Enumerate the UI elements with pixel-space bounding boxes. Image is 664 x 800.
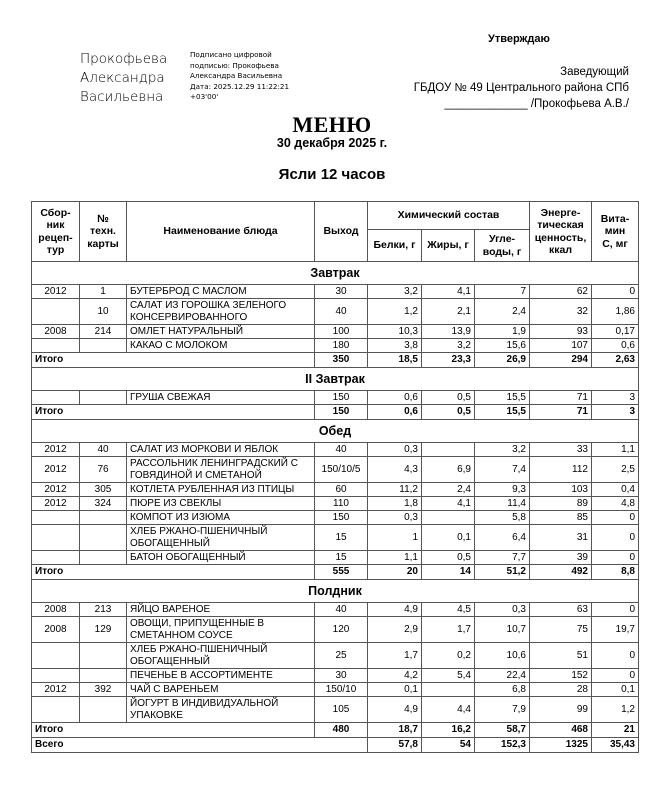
cell-fats: 13,9: [422, 325, 475, 339]
menu-table: [31, 201, 639, 753]
cell-energy: 152: [530, 669, 592, 683]
cell-carbs: 2,4: [475, 299, 530, 325]
section-header-row: [32, 580, 639, 603]
col-header-proteins: Белки, г: [368, 230, 422, 262]
header-line: рецеп-: [38, 231, 73, 244]
table-row: [32, 483, 639, 497]
cell-fats: 2,4: [422, 483, 475, 497]
cell-carbs: 11,4: [475, 497, 530, 511]
cell-name: КОТЛЕТА РУБЛЕННАЯ ИЗ ПТИЦЫ: [127, 483, 315, 497]
cell-proteins: 3,8: [368, 339, 422, 353]
table-row: [32, 683, 639, 697]
total-carbs: 58,7: [475, 723, 530, 738]
cell-carbs: 7,7: [475, 551, 530, 565]
cell-proteins: 0,6: [368, 391, 422, 405]
cell-collection: [32, 669, 80, 683]
cell-collection: [32, 511, 80, 525]
cell-output: 120: [315, 617, 368, 643]
cell-energy: 85: [530, 511, 592, 525]
signature-info-line: Подписано цифровой: [190, 50, 272, 59]
digital-signature-info: [190, 50, 289, 103]
cell-name: ХЛЕБ РЖАНО-ПШЕНИЧНЫЙ ОБОГАЩЕННЫЙ: [127, 525, 315, 551]
cell-name: КОМПОТ ИЗ ИЗЮМА: [127, 511, 315, 525]
total-label: Итого: [32, 565, 315, 580]
cell-card: [80, 669, 127, 683]
cell-output: 40: [315, 603, 368, 617]
header-line: №: [97, 212, 109, 225]
cell-carbs: 0,3: [475, 603, 530, 617]
total-proteins: 0,6: [368, 405, 422, 420]
cell-name: САЛАТ ИЗ ГОРОШКА ЗЕЛЕНОГО КОНСЕРВИРОВАННОГО: [127, 299, 315, 325]
cell-energy: 31: [530, 525, 592, 551]
cell-fats: [422, 511, 475, 525]
section-title: Полдник: [32, 580, 639, 603]
cell-vitamin-c: 0: [592, 551, 639, 565]
cell-energy: 112: [530, 457, 592, 483]
cell-output: 180: [315, 339, 368, 353]
table-row: [32, 457, 639, 483]
cell-card: [80, 551, 127, 565]
signature-info-line: подписью: Прокофьева: [190, 60, 279, 70]
cell-output: 150: [315, 511, 368, 525]
cell-name: ХЛЕБ РЖАНО-ПШЕНИЧНЫЙ ОБОГАЩЕННЫЙ: [127, 643, 315, 669]
cell-card: [80, 391, 127, 405]
cell-name: САЛАТ ИЗ МОРКОВИ И ЯБЛОК: [127, 443, 315, 457]
cell-name: БАТОН ОБОГАЩЕННЫЙ: [127, 551, 315, 565]
table-header: [32, 202, 639, 262]
cell-carbs: 7,9: [475, 697, 530, 723]
cell-fats: 5,4: [422, 669, 475, 683]
approval-position: Заведующий: [560, 66, 629, 78]
section-title: II Завтрак: [32, 368, 639, 391]
cell-carbs: 5,8: [475, 511, 530, 525]
total-energy: 71: [530, 405, 592, 420]
signature-info-line: Дата: 2025.12.29 11:22:21: [190, 81, 290, 91]
cell-carbs: 7,4: [475, 457, 530, 483]
cell-card: 214: [80, 325, 127, 339]
cell-energy: 89: [530, 497, 592, 511]
cell-output: 105: [315, 697, 368, 723]
total-energy: 468: [530, 723, 592, 738]
cell-vitamin-c: 0: [592, 603, 639, 617]
col-header-collection: [32, 202, 80, 262]
cell-proteins: 10,3: [368, 325, 422, 339]
cell-proteins: 4,3: [368, 457, 422, 483]
table-row: [32, 643, 639, 669]
total-proteins: 18,7: [368, 723, 422, 738]
cell-name: ГРУША СВЕЖАЯ: [127, 391, 315, 405]
cell-proteins: 0,3: [368, 511, 422, 525]
table-row: [32, 325, 639, 339]
page-title: МЕНЮ: [292, 112, 372, 137]
cell-fats: 4,1: [422, 497, 475, 511]
total-carbs: 51,2: [475, 565, 530, 580]
cell-proteins: 4,2: [368, 669, 422, 683]
approval-block: [414, 64, 629, 112]
cell-collection: [32, 299, 80, 325]
cell-fats: 0,1: [422, 525, 475, 551]
total-carbs: 15,5: [475, 405, 530, 420]
section-title: Обед: [32, 420, 639, 443]
section-header-row: [32, 368, 639, 391]
cell-output: 40: [315, 299, 368, 325]
header-line: воды, г: [482, 245, 522, 258]
cell-energy: 107: [530, 339, 592, 353]
cell-card: 1: [80, 285, 127, 299]
cell-energy: 103: [530, 483, 592, 497]
header-line: ценность,: [534, 231, 587, 244]
cell-carbs: 6,4: [475, 525, 530, 551]
cell-card: [80, 525, 127, 551]
cell-output: 15: [315, 525, 368, 551]
cell-fats: 1,7: [422, 617, 475, 643]
total-output: 350: [315, 353, 368, 368]
signer-name-line: Александра: [80, 70, 165, 86]
total-label: Итого: [32, 353, 315, 368]
cell-proteins: 1: [368, 525, 422, 551]
cell-collection: 2008: [32, 325, 80, 339]
total-energy: 294: [530, 353, 592, 368]
cell-name: ЧАЙ С ВАРЕНЬЕМ: [127, 683, 315, 697]
cell-fats: 3,2: [422, 339, 475, 353]
cell-proteins: 4,9: [368, 697, 422, 723]
cell-vitamin-c: 4,8: [592, 497, 639, 511]
total-proteins: 18,5: [368, 353, 422, 368]
cell-name: ПЮРЕ ИЗ СВЕКЛЫ: [127, 497, 315, 511]
total-row: [32, 565, 639, 580]
cell-collection: 2012: [32, 443, 80, 457]
cell-output: 25: [315, 643, 368, 669]
total-row: [32, 723, 639, 738]
table-row: [32, 551, 639, 565]
cell-energy: 93: [530, 325, 592, 339]
cell-carbs: 22,4: [475, 669, 530, 683]
header-line: тур: [46, 244, 65, 256]
approval-organization: ГБДОУ № 49 Центрального района СПб: [413, 82, 629, 94]
cell-collection: [32, 551, 80, 565]
cell-fats: 0,5: [422, 551, 475, 565]
total-vitamin-c: 21: [592, 723, 639, 738]
cell-vitamin-c: 1,1: [592, 443, 639, 457]
header-line: ккал: [548, 244, 573, 256]
cell-proteins: 11,2: [368, 483, 422, 497]
cell-vitamin-c: 0: [592, 669, 639, 683]
cell-fats: 4,1: [422, 285, 475, 299]
cell-card: 76: [80, 457, 127, 483]
table-row: [32, 697, 639, 723]
total-fats: 14: [422, 565, 475, 580]
cell-vitamin-c: 0: [592, 643, 639, 669]
signer-name-line: Прокофьева: [80, 51, 168, 67]
cell-vitamin-c: 2,5: [592, 457, 639, 483]
header-line: карты: [87, 237, 119, 250]
section-header-row: [32, 420, 639, 443]
cell-collection: 2012: [32, 683, 80, 697]
cell-energy: 71: [530, 391, 592, 405]
col-header-vitamin-c: [592, 202, 639, 262]
cell-output: 150: [315, 391, 368, 405]
cell-carbs: 9,3: [475, 483, 530, 497]
cell-card: 305: [80, 483, 127, 497]
cell-card: [80, 339, 127, 353]
cell-carbs: 10,6: [475, 643, 530, 669]
header-line: С, мг: [602, 237, 628, 250]
table-row: [32, 299, 639, 325]
cell-output: 150/10/5: [315, 457, 368, 483]
menu-group: Ясли 12 часов: [278, 166, 386, 183]
cell-proteins: 0,3: [368, 443, 422, 457]
col-header-carbs: [475, 230, 530, 262]
cell-output: 110: [315, 497, 368, 511]
cell-fats: [422, 443, 475, 457]
cell-card: 324: [80, 497, 127, 511]
cell-energy: 62: [530, 285, 592, 299]
total-row: [32, 353, 639, 368]
cell-energy: 75: [530, 617, 592, 643]
total-vitamin-c: 8,8: [592, 565, 639, 580]
cell-card: [80, 697, 127, 723]
grand-total-carbs: 152,3: [475, 738, 530, 753]
total-output: 555: [315, 565, 368, 580]
cell-vitamin-c: 0,6: [592, 339, 639, 353]
cell-card: 10: [80, 299, 127, 325]
cell-vitamin-c: 0: [592, 285, 639, 299]
total-row: [32, 405, 639, 420]
cell-collection: [32, 525, 80, 551]
header-line: техн.: [90, 225, 116, 238]
grand-total-energy: 1325: [530, 738, 592, 753]
grand-total-fats: 54: [422, 738, 475, 753]
cell-carbs: 1,9: [475, 325, 530, 339]
grand-total-row: [32, 738, 639, 753]
header-line: Вита-: [600, 212, 630, 225]
total-carbs: 26,9: [475, 353, 530, 368]
cell-name: ЙОГУРТ В ИНДИВИДУАЛЬНОЙ УПАКОВКЕ: [127, 697, 315, 723]
cell-proteins: 1,7: [368, 643, 422, 669]
total-fats: 0,5: [422, 405, 475, 420]
cell-proteins: 0,1: [368, 683, 422, 697]
signature-info-line: Александра Васильевна: [190, 71, 283, 80]
cell-energy: 33: [530, 443, 592, 457]
cell-collection: [32, 339, 80, 353]
cell-vitamin-c: 1,86: [592, 299, 639, 325]
cell-collection: 2012: [32, 457, 80, 483]
cell-carbs: 15,6: [475, 339, 530, 353]
col-header-output: Выход: [315, 202, 368, 262]
cell-name: ПЕЧЕНЬЕ В АССОРТИМЕНТЕ: [127, 669, 315, 683]
menu-date: 30 декабря 2025 г.: [276, 136, 388, 150]
cell-vitamin-c: 0: [592, 525, 639, 551]
total-label: Итого: [32, 723, 315, 738]
approval-signature-line: _____________ /Прокофьева А.В./: [444, 98, 629, 110]
signer-name: [80, 50, 167, 107]
cell-energy: 32: [530, 299, 592, 325]
header-line: тическая: [537, 219, 584, 231]
cell-proteins: 1,8: [368, 497, 422, 511]
cell-card: [80, 511, 127, 525]
cell-carbs: 7: [475, 285, 530, 299]
total-label: Итого: [32, 405, 315, 420]
header-line: ник: [46, 219, 65, 231]
cell-vitamin-c: 1,2: [592, 697, 639, 723]
cell-proteins: 3,2: [368, 285, 422, 299]
total-energy: 492: [530, 565, 592, 580]
cell-card: 392: [80, 683, 127, 697]
cell-collection: 2008: [32, 603, 80, 617]
cell-energy: 99: [530, 697, 592, 723]
approval-title: Утверждаю: [488, 33, 550, 45]
cell-output: 30: [315, 285, 368, 299]
cell-output: 40: [315, 443, 368, 457]
cell-output: 100: [315, 325, 368, 339]
cell-proteins: 1,1: [368, 551, 422, 565]
cell-name: ОМЛЕТ НАТУРАЛЬНЫЙ: [127, 325, 315, 339]
col-header-dish-name: Наименование блюда: [127, 202, 315, 262]
cell-energy: 28: [530, 683, 592, 697]
col-header-fats: Жиры, г: [422, 230, 475, 262]
table-row: [32, 511, 639, 525]
cell-card: 213: [80, 603, 127, 617]
total-output: 480: [315, 723, 368, 738]
cell-card: [80, 643, 127, 669]
table-row: [32, 497, 639, 511]
col-header-energy: [530, 202, 592, 262]
cell-collection: 2012: [32, 497, 80, 511]
grand-total-vitamin-c: 35,43: [592, 738, 639, 753]
cell-energy: 63: [530, 603, 592, 617]
total-fats: 23,3: [422, 353, 475, 368]
cell-fats: 2,1: [422, 299, 475, 325]
cell-card: 40: [80, 443, 127, 457]
col-header-chemical: Химический состав: [368, 202, 530, 230]
cell-vitamin-c: 0: [592, 511, 639, 525]
cell-name: КАКАО С МОЛОКОМ: [127, 339, 315, 353]
cell-collection: 2012: [32, 285, 80, 299]
header-line: Сбор-: [40, 206, 71, 219]
cell-proteins: 1,2: [368, 299, 422, 325]
cell-carbs: 3,2: [475, 443, 530, 457]
cell-fats: 4,4: [422, 697, 475, 723]
cell-vitamin-c: 3: [592, 391, 639, 405]
table-row: [32, 285, 639, 299]
total-vitamin-c: 3: [592, 405, 639, 420]
cell-output: 15: [315, 551, 368, 565]
cell-fats: [422, 683, 475, 697]
header-line: Энерге-: [540, 206, 581, 219]
cell-collection: 2008: [32, 617, 80, 643]
section-header-row: [32, 262, 639, 285]
cell-vitamin-c: 19,7: [592, 617, 639, 643]
cell-collection: 2012: [32, 483, 80, 497]
table-row: [32, 617, 639, 643]
cell-carbs: 6,8: [475, 683, 530, 697]
signer-name-line: Васильевна: [80, 89, 164, 105]
cell-proteins: 4,9: [368, 603, 422, 617]
section-title: Завтрак: [32, 262, 639, 285]
cell-name: ОВОЩИ, ПРИПУЩЕННЫЕ В СМЕТАННОМ СОУСЕ: [127, 617, 315, 643]
cell-name: БУТЕРБРОД С МАСЛОМ: [127, 285, 315, 299]
cell-proteins: 2,9: [368, 617, 422, 643]
total-output: 150: [315, 405, 368, 420]
cell-collection: [32, 697, 80, 723]
table-row: [32, 603, 639, 617]
cell-collection: [32, 391, 80, 405]
grand-total-label: Всего: [32, 738, 368, 753]
cell-vitamin-c: 0,17: [592, 325, 639, 339]
cell-card: 129: [80, 617, 127, 643]
table-row: [32, 339, 639, 353]
cell-energy: 39: [530, 551, 592, 565]
header-line: мин: [604, 225, 626, 238]
table-body: [32, 262, 639, 753]
signature-info-line: +03'00': [190, 92, 219, 101]
table-row: [32, 525, 639, 551]
header-line: Угле-: [488, 233, 516, 245]
cell-fats: 4,5: [422, 603, 475, 617]
cell-output: 60: [315, 483, 368, 497]
grand-total-proteins: 57,8: [368, 738, 422, 753]
cell-output: 150/10: [315, 683, 368, 697]
table-row: [32, 391, 639, 405]
cell-vitamin-c: 0,1: [592, 683, 639, 697]
total-fats: 16,2: [422, 723, 475, 738]
cell-fats: 6,9: [422, 457, 475, 483]
cell-energy: 51: [530, 643, 592, 669]
table-row: [32, 669, 639, 683]
col-header-tech-card: [80, 202, 127, 262]
cell-name: ЯЙЦО ВАРЕНОЕ: [127, 603, 315, 617]
cell-output: 30: [315, 669, 368, 683]
cell-fats: 0,5: [422, 391, 475, 405]
cell-fats: 0,2: [422, 643, 475, 669]
cell-carbs: 10,7: [475, 617, 530, 643]
total-proteins: 20: [368, 565, 422, 580]
cell-collection: [32, 643, 80, 669]
table-row: [32, 443, 639, 457]
cell-vitamin-c: 0,4: [592, 483, 639, 497]
total-vitamin-c: 2,63: [592, 353, 639, 368]
cell-name: РАССОЛЬНИК ЛЕНИНГРАДСКИЙ С ГОВЯДИНОЙ И СМЕТАНОЙ: [127, 457, 315, 483]
cell-carbs: 15,5: [475, 391, 530, 405]
